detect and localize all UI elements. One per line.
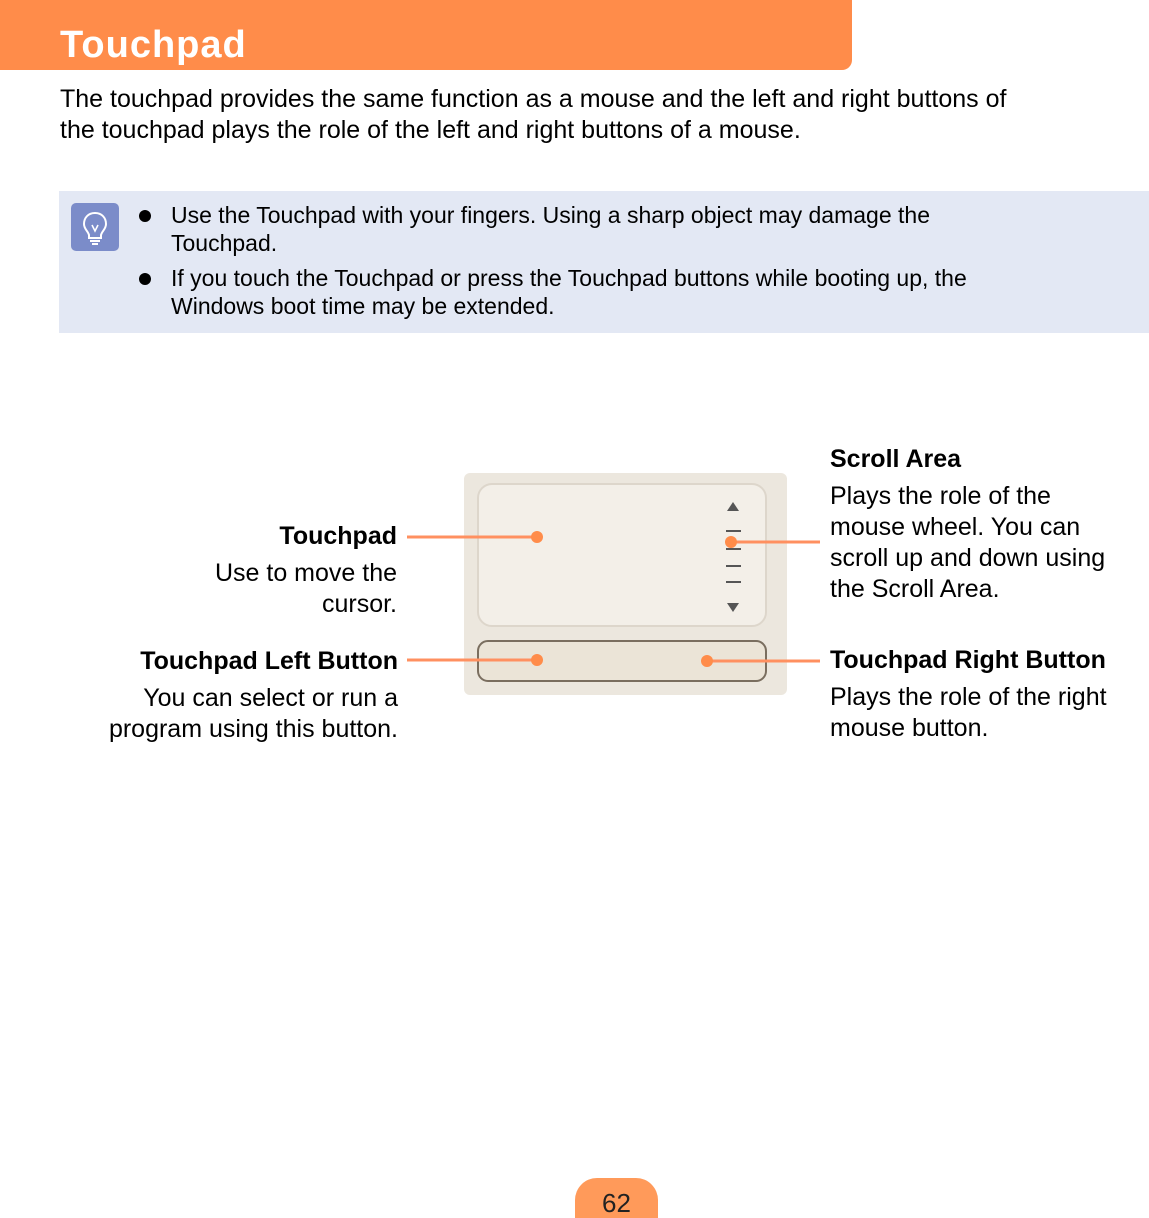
scroll-area-label	[830, 444, 1105, 605]
touchpad-label-desc-1: Use to move the	[214, 559, 397, 587]
note-item-2-line-1: If you touch the Touchpad or press the Touchpad buttons while booting up, the	[171, 265, 967, 291]
touchpad-surface	[478, 484, 766, 626]
left-button-label-desc-2: program using this button.	[108, 715, 398, 743]
left-button-callout-dot	[531, 654, 543, 666]
left-button-label-desc-1: You can select or run a	[143, 684, 398, 712]
note-item-1-line-2: Touchpad.	[171, 230, 278, 256]
intro-line-2: the touchpad plays the role of the left and right buttons of a mouse.	[60, 116, 801, 144]
touchpad-label-title: Touchpad	[279, 522, 397, 550]
right-button-label-desc-1: Plays the role of the right	[830, 683, 1107, 711]
page-number: 62	[602, 1188, 631, 1218]
scroll-area-label-title: Scroll Area	[830, 445, 962, 473]
right-button-label-desc-2: mouse button.	[830, 714, 989, 742]
left-button-label-title: Touchpad Left Button	[140, 647, 398, 675]
left-button-label	[109, 646, 398, 745]
intro-line-1: The touchpad provides the same function as a mouse and the left and right buttons of	[60, 85, 1007, 113]
page-number-tab	[575, 1178, 658, 1218]
touchpad-label	[215, 521, 397, 620]
touchpad-label-desc-2: cursor.	[321, 590, 397, 618]
section-title: Touchpad	[60, 24, 247, 66]
scroll-area-label-desc-1: Plays the role of the	[830, 482, 1051, 510]
scroll-callout-dot	[725, 536, 737, 548]
note-item-1-line-1: Use the Touchpad with your fingers. Using a sharp object may damage the	[171, 202, 930, 228]
scroll-area-label-desc-4: the Scroll Area.	[830, 575, 1000, 603]
scroll-area-label-desc-3: scroll up and down using	[830, 544, 1106, 572]
note-item-2-line-2: Windows boot time may be extended.	[171, 293, 555, 319]
right-button-callout-dot	[701, 655, 713, 667]
scroll-area-label-desc-2: mouse wheel. You can	[830, 513, 1081, 541]
right-button-label	[830, 645, 1107, 744]
right-button-label-title: Touchpad Right Button	[830, 646, 1106, 674]
touchpad-callout-dot	[531, 531, 543, 543]
